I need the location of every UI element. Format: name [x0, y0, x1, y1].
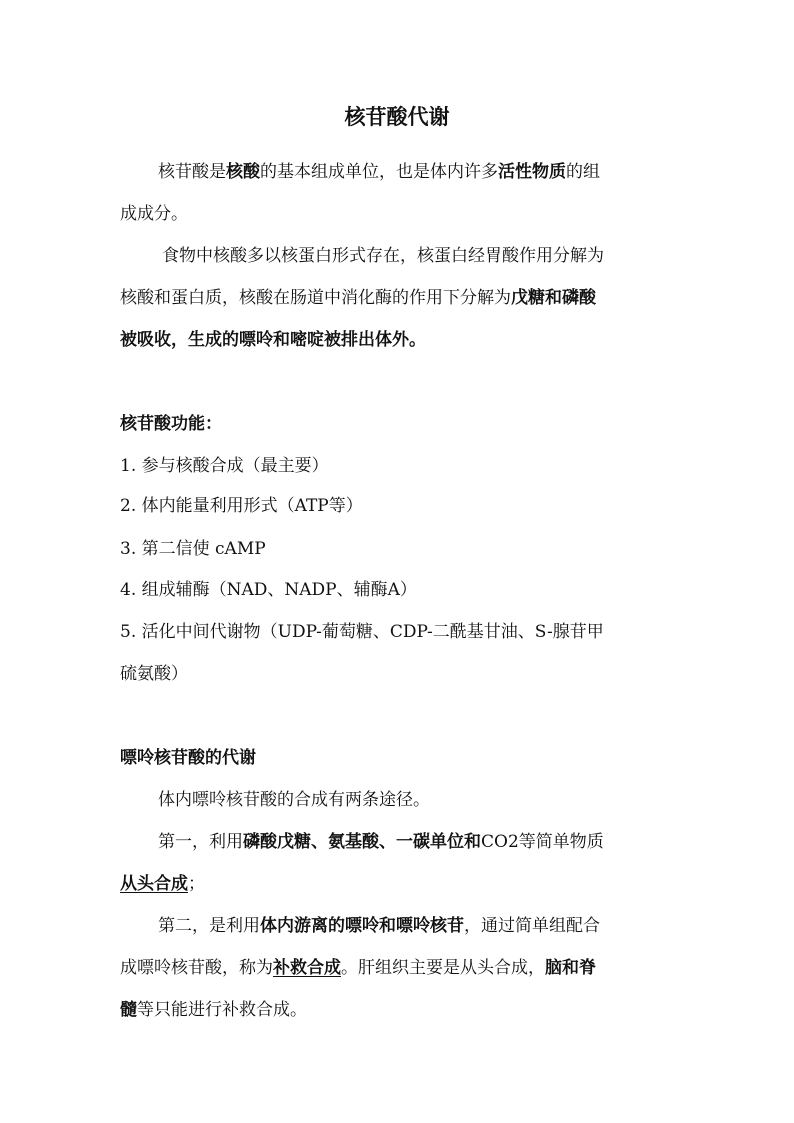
purine-paragraph-2-line-1: [158, 830, 604, 854]
function-item-4: 4. 组成辅酶（NAD、NADP、辅酶A）: [120, 580, 417, 600]
purine-paragraph-2-line-2: [120, 872, 205, 896]
digestion-line-2: [120, 286, 596, 310]
function-item-2: 2. 体内能量利用形式（ATP等）: [120, 496, 363, 516]
free-purine-bold: 体内游离的嘌呤和嘌呤核苷: [260, 916, 464, 936]
purine-text: 。肝组织主要是从头合成，: [341, 958, 545, 978]
purine-paragraph-3-line-3: [120, 998, 307, 1022]
digestion-line-1: 食物中核酸多以核蛋白形式存在，核蛋白经胃酸作用分解为: [162, 246, 604, 266]
intro-active-substance-bold: 活性物质: [498, 162, 566, 182]
purine-paragraph-3-line-1: [158, 914, 600, 938]
purine-text: ，通过简单组配合: [464, 916, 600, 936]
de-novo-synthesis-term: 从头合成: [120, 874, 188, 894]
purine-text: 成嘌呤核苷酸，称为: [120, 958, 273, 978]
brain-spinal-bold: 脑和脊: [545, 958, 596, 978]
intro-line-1: [158, 160, 600, 184]
intro-text: 的基本组成单位，也是体内许多: [260, 162, 498, 182]
purine-paragraph-3-line-2: [120, 956, 596, 980]
marrow-bold: 髓: [120, 1000, 137, 1020]
intro-text: 核苷酸是: [158, 162, 226, 182]
purine-paragraph-1: 体内嘌呤核苷酸的合成有两条途径。: [158, 790, 430, 810]
function-item-1: 1. 参与核酸合成（最主要）: [120, 456, 329, 476]
intro-nucleic-acid-bold: 核酸: [226, 162, 260, 182]
function-item-5: 5. 活化中间代谢物（UDP-葡萄糖、CDP-二酰基甘油、S-腺苷甲: [120, 622, 604, 642]
digestion-pentose-phosphate-bold: 戊糖和磷酸: [511, 288, 596, 308]
function-item-5-continued: 硫氨酸）: [120, 664, 188, 684]
purine-heading: 嘌呤核苷酸的代谢: [120, 748, 256, 768]
purine-raw-materials-bold: 磷酸戊糖、氨基酸、一碳单位: [243, 832, 464, 852]
purine-text: 等只能进行补救合成。: [137, 1000, 307, 1020]
salvage-synthesis-term: 补救合成: [273, 958, 341, 978]
purine-text: 第二，是利用: [158, 916, 260, 936]
purine-text: 第一，利用: [158, 832, 243, 852]
intro-line-2: 成成分。: [120, 204, 188, 224]
function-item-3: 3. 第二信使 cAMP: [120, 539, 266, 559]
digestion-text: 核酸和蛋白质，核酸在肠道中消化酶的作用下分解为: [120, 288, 511, 308]
functions-heading: 核苷酸功能：: [120, 414, 222, 434]
purine-and-bold: 和: [464, 832, 481, 852]
purine-co2: CO2: [481, 832, 519, 852]
intro-text: 的组: [566, 162, 600, 182]
purine-text: ；: [188, 874, 205, 894]
digestion-line-3: 被吸收，生成的嘌呤和嘧啶被排出体外。: [120, 330, 426, 350]
purine-text: 等简单物质: [518, 832, 604, 852]
document-title: 核苷酸代谢: [344, 104, 450, 129]
